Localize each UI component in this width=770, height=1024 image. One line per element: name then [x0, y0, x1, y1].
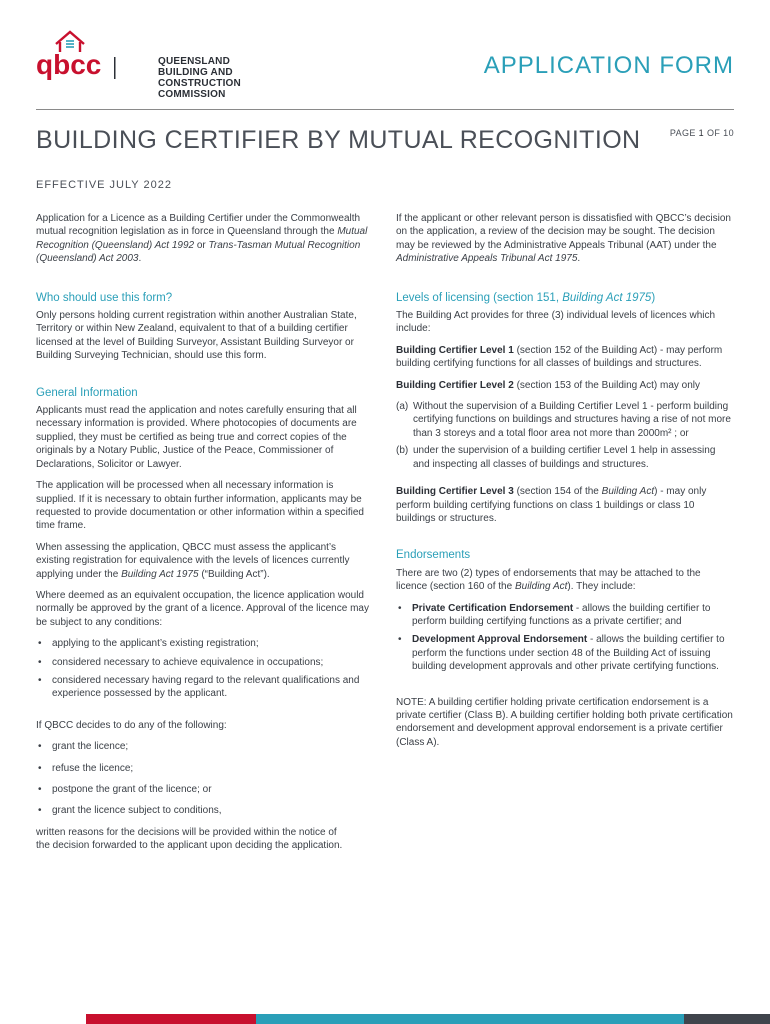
- endorsements-intro: There are two (2) types of endorsements that may be attached to the licence (section 160 of the Building Act). They include:: [396, 567, 701, 593]
- list-item: (a) Without the supervision of a Building Certifier Level 1 - perform building certifying functions on buildings and structures having a rise of not more than 3 storeys and a total floor area not more than 2000m² ; or: [396, 401, 731, 439]
- intro-act-1: Mutual Recognition (Queensland) Act 1992: [36, 226, 368, 251]
- page-suffix: OF 10: [704, 128, 734, 138]
- general-info-heading: General Information: [36, 386, 138, 399]
- left-column: [36, 212, 371, 861]
- decisions-list: [36, 740, 371, 818]
- note-paragraph: NOTE: A building certifier holding private certification endorsement is a private certifier (Class B). A building certifier holding both private certification endorsement and development approval endorsement is a private certifier (Class A).: [396, 696, 733, 748]
- org-name: [158, 56, 276, 100]
- org-name-line-2: CONSTRUCTION COMMISSION: [158, 78, 241, 100]
- level-3-label: Building Certifier Level 3: [396, 486, 514, 498]
- list-item: (b) under the supervision of a building certifier Level 1 help in assessing and inspecting all classes of buildings and structures.: [396, 445, 716, 470]
- right-column: [396, 212, 734, 757]
- level-1-paragraph: Building Certifier Level 1 (section 152 of the Building Act) - may perform building certifying functions for all classes of buildings and structures.: [396, 344, 723, 370]
- general-info-paragraph-1: Applicants must read the application and notes carefully ensuring that all necessary information is provided. Where photocopies of documents are supplied, they must be certified as being true and correct copies of the originals by a Notary Public, Justice of the Peace, Commissioner of Declarations, Solicitor or Lawyer.: [36, 405, 357, 470]
- list-item: • applying to the applicant’s existing registration;: [36, 637, 371, 650]
- list-item: • considered necessary to achieve equivalence in occupations;: [36, 656, 371, 669]
- level-2-paragraph: Building Certifier Level 2 (section 153 of the Building Act) may only: [396, 379, 701, 391]
- endorsement-1-label: Private Certification Endorsement: [412, 602, 574, 614]
- level-2-list: [396, 400, 734, 471]
- intro-paragraph: Application for a Licence as a Building Certifier under the Commonwealth mutual recognition legislation as in force in Queensland through the Mutual Recognition (Queensland) Act 1992 or Trans-Tasman Mutual Recognition (Queensland) Act 2003.: [36, 213, 368, 265]
- aat-act-ref: Administrative Appeals Tribunal Act 1975: [396, 253, 578, 265]
- reasons-paragraph: written reasons for the decisions will be provided within the notice of the decision forwarded to the applicant upon deciding the application.: [36, 826, 343, 852]
- endorsements-heading: Endorsements: [396, 549, 471, 562]
- footer-segment-blank: [0, 1014, 86, 1024]
- level-2-label: Building Certifier Level 2: [396, 379, 514, 391]
- general-info-paragraph-2: The application will be processed when all necessary information is supplied. If it is necessary to obtain further information, applicants may be requested to provide documentation or other information within a specified time frame.: [36, 480, 364, 532]
- who-text: Only persons holding current registration within another Australian State, Territory or within New Zealand, equivalent to that of a building certifier licensed at the level of Building Surveyor, Assistant Building Surveyor or Building Surveying Technician, should use this form.: [36, 310, 357, 362]
- decides-intro: If QBCC decides to do any of the following:: [36, 719, 227, 731]
- general-info-paragraph-4: Where deemed as an equivalent occupation, the licence application would normally be approved by the grant of a licence. Approval of the licence may be subject to any conditions:: [36, 589, 369, 628]
- header-divider: [36, 109, 734, 110]
- list-item: • Private Certification Endorsement - allows the building certifier to perform building certifying functions as a private certifier; and: [396, 602, 734, 629]
- logo-divider: [114, 57, 116, 79]
- conditions-list: [36, 637, 371, 701]
- qbcc-logo: [36, 30, 276, 100]
- footer-color-bar: [0, 1014, 770, 1024]
- endorsements-list: [396, 602, 734, 674]
- list-item: • postpone the grant of the licence; or: [36, 783, 371, 796]
- logo-letters: qbcc: [36, 49, 102, 80]
- footer-segment-red: [86, 1014, 256, 1024]
- list-item: • grant the licence;: [36, 740, 371, 753]
- intro-act-2: Trans-Tasman Mutual Recognition (Queensland) Act 2003: [36, 239, 361, 265]
- who-heading: Who should use this form?: [36, 291, 173, 304]
- page-indicator: [670, 128, 734, 138]
- footer-segment-dark: [684, 1014, 770, 1024]
- page-title: BUILDING CERTIFIER BY MUTUAL RECOGNITION: [36, 126, 641, 154]
- list-item: • grant the licence subject to conditions,: [36, 804, 371, 817]
- general-info-paragraph-3: When assessing the application, QBCC must assess the applicant’s existing registration for equivalence with the levels of licences currently applying under the Building Act 1975 (“Building Act”).: [36, 541, 350, 580]
- list-item: • considered necessary having regard to the relevant qualifications and experience possessed by the applicant.: [36, 674, 371, 701]
- list-item: • Development Approval Endorsement - allows the building certifier to perform the functions under section 48 of the Building Act of issuing building development approvals and other private certifying functions.: [396, 633, 734, 673]
- level-1-label: Building Certifier Level 1: [396, 344, 514, 356]
- levels-intro: The Building Act provides for three (3) individual levels of licences which include:: [396, 310, 716, 335]
- effective-date: EFFECTIVE JULY 2022: [36, 179, 172, 191]
- endorsement-2-label: Development Approval Endorsement: [412, 634, 588, 646]
- building-act-ref: Building Act 1975: [121, 568, 199, 580]
- page-current: 1: [698, 128, 705, 138]
- footer-segment-teal: [256, 1014, 684, 1024]
- review-paragraph: If the applicant or other relevant person is dissatisfied with QBCC’s decision on the application, a review of the decision may be sought. The decision may be reviewed by the Administrative Appeals Tribunal (AAT) under the Administrative Appeals Tribunal Act 1975.: [396, 213, 731, 265]
- list-item: • refuse the licence;: [36, 762, 371, 775]
- page-prefix: PAGE: [669, 128, 699, 138]
- level-3-paragraph: Building Certifier Level 3 (section 154 of the Building Act) - may only perform building certifying functions on class 1 buildings or class 10 buildings or structures.: [396, 486, 707, 524]
- levels-heading: Levels of licensing (section 151, Building Act 1975): [396, 291, 656, 304]
- org-name-line-1: QUEENSLAND BUILDING AND: [158, 56, 233, 78]
- qbcc-logo-mark: [36, 30, 114, 80]
- form-type-label: APPLICATION FORM: [483, 52, 734, 79]
